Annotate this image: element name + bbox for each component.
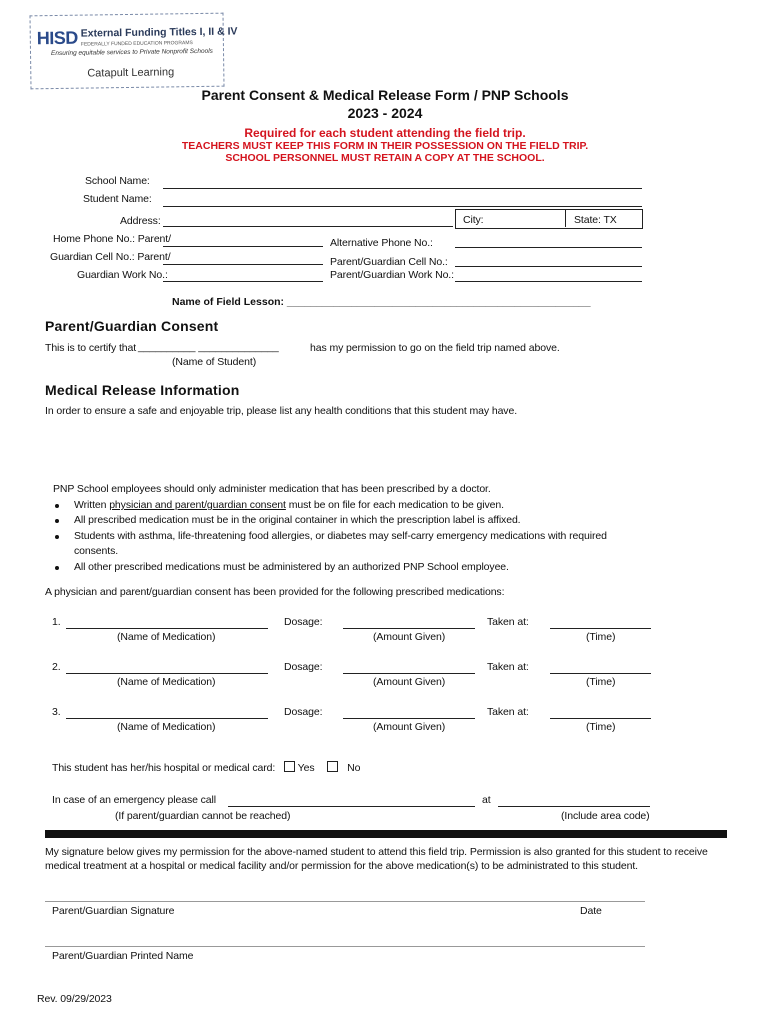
bullet-dot <box>55 566 59 570</box>
school-name-label: School Name: <box>85 175 150 187</box>
dosage-label: Dosage: <box>284 661 323 673</box>
student-name-label: Student Name: <box>83 193 152 205</box>
bullet-authorized-employee: All other prescribed medications must be administered by an authorized PNP School employee. <box>74 561 509 573</box>
amount-hint: (Amount Given) <box>373 676 446 688</box>
signature-statement-1: My signature below gives my permission for the above-named student to attend this field trip. Permission is also granted for this student to receive <box>45 846 708 858</box>
alt-phone-label: Alternative Phone No.: <box>330 237 433 249</box>
signature-line[interactable] <box>45 901 645 902</box>
emergency-phone-field[interactable] <box>498 806 650 807</box>
guardian-cell-label: Guardian Cell No.: Parent/ <box>50 251 171 263</box>
signature-label: Parent/Guardian Signature <box>52 905 175 917</box>
catapult-logo: Catapult Learning <box>87 66 175 80</box>
med-number: 2. <box>52 661 61 673</box>
printed-name-label: Parent/Guardian Printed Name <box>52 950 194 962</box>
taken-time-field[interactable] <box>550 673 651 674</box>
date-label: Date <box>580 905 602 917</box>
dosage-field[interactable] <box>343 718 475 719</box>
student-name-hint: (Name of Student) <box>172 356 257 368</box>
bullet-written-consent: Written physician and parent/guardian consent must be on file for each medication to be given. <box>74 499 504 511</box>
amount-hint: (Amount Given) <box>373 631 446 643</box>
section-divider <box>45 830 727 838</box>
bullet-dot <box>55 504 59 508</box>
hisd-wordmark: HISD <box>36 27 78 49</box>
yes-checkbox[interactable] <box>284 761 295 772</box>
permission-text: has my permission to go on the field trip named above. <box>310 342 560 354</box>
med-name-field[interactable] <box>66 628 268 629</box>
certify-text: This is to certify that <box>45 342 137 354</box>
form-year: 2023 - 2024 <box>347 105 423 121</box>
logo-tagline: External Funding Titles I, II & IV <box>80 25 238 40</box>
logo-subline: FEDERALLY FUNDED EDUCATION PROGRAMS <box>80 40 193 48</box>
med-name-hint: (Name of Medication) <box>117 721 216 733</box>
bullet-original-container: All prescribed medication must be in the original container in which the prescription label is affixed. <box>74 514 521 526</box>
guardian-work-field[interactable] <box>163 281 323 282</box>
taken-at-label: Taken at: <box>487 616 529 628</box>
address-label: Address: <box>120 215 161 227</box>
time-hint: (Time) <box>586 631 616 643</box>
printed-name-line[interactable] <box>45 946 645 947</box>
med-name-hint: (Name of Medication) <box>117 676 216 688</box>
school-name-field[interactable] <box>163 188 642 189</box>
dosage-field[interactable] <box>343 673 475 674</box>
pg-cell-label: Parent/Guardian Cell No.: <box>330 256 448 268</box>
dosage-field[interactable] <box>343 628 475 629</box>
medical-card-row <box>52 761 360 774</box>
bullet-dot <box>55 519 59 523</box>
city-state-divider <box>565 209 566 227</box>
area-code-hint: (Include area code) <box>561 810 650 822</box>
medical-heading: Medical Release Information <box>45 382 240 398</box>
guardian-work-label: Guardian Work No.: <box>77 269 168 281</box>
med-name-field[interactable] <box>66 718 268 719</box>
taken-at-label: Taken at: <box>487 706 529 718</box>
time-hint: (Time) <box>586 676 616 688</box>
form-title: Parent Consent & Medical Release Form / PNP Schools <box>201 87 569 103</box>
taken-time-field[interactable] <box>550 718 651 719</box>
yes-label: Yes <box>297 762 315 774</box>
no-label: No <box>347 762 361 774</box>
home-phone-field[interactable] <box>163 246 323 247</box>
dosage-label: Dosage: <box>284 706 323 718</box>
student-name-field[interactable] <box>163 206 642 207</box>
pg-work-label: Parent/Guardian Work No.: <box>330 269 454 281</box>
time-hint: (Time) <box>586 721 616 733</box>
bullet-dot <box>55 535 59 539</box>
pg-work-field[interactable] <box>455 281 642 282</box>
emergency-contact-field[interactable] <box>228 806 475 807</box>
med-name-field[interactable] <box>66 673 268 674</box>
logo-mission: Ensuring equitable services to Private Nonprofit Schools <box>50 47 213 58</box>
pg-cell-field[interactable] <box>455 266 642 267</box>
student-name-blank[interactable]: __________ ______________ <box>138 341 279 353</box>
pnp-note: PNP School employees should only administer medication that has been prescribed by a doctor. <box>53 483 491 495</box>
dosage-label: Dosage: <box>284 616 323 628</box>
med-number: 1. <box>52 616 61 628</box>
emergency-who-hint: (If parent/guardian cannot be reached) <box>115 810 291 822</box>
alt-phone-field[interactable] <box>455 247 642 248</box>
taken-time-field[interactable] <box>550 628 651 629</box>
med-name-hint: (Name of Medication) <box>117 631 216 643</box>
revision-date: Rev. 09/29/2023 <box>37 993 112 1005</box>
consent-heading: Parent/Guardian Consent <box>45 318 219 334</box>
state-label[interactable]: State: TX <box>574 214 617 226</box>
hisd-logo <box>29 13 238 90</box>
city-label[interactable]: City: <box>463 214 484 226</box>
no-checkbox[interactable] <box>327 761 338 772</box>
required-note: Required for each student attending the field trip. <box>244 126 526 140</box>
bullet-self-carry-cont: consents. <box>74 545 119 557</box>
emergency-at: at <box>482 794 491 806</box>
field-lesson-line[interactable]: Name of Field Lesson: ____________________________________________________ <box>172 296 591 308</box>
emergency-label: In case of an emergency please call <box>52 794 217 806</box>
guardian-cell-field[interactable] <box>163 264 323 265</box>
address-field[interactable] <box>163 226 453 227</box>
retain-warning: SCHOOL PERSONNEL MUST RETAIN A COPY AT THE SCHOOL. <box>225 152 545 164</box>
medications-provided: A physician and parent/guardian consent has been provided for the following prescribed medications: <box>45 586 505 598</box>
home-phone-label: Home Phone No.: Parent/ <box>53 233 171 245</box>
med-number: 3. <box>52 706 61 718</box>
medical-intro: In order to ensure a safe and enjoyable trip, please list any health conditions that this student may have. <box>45 405 518 417</box>
teacher-warning: TEACHERS MUST KEEP THIS FORM IN THEIR POSSESSION ON THE FIELD TRIP. <box>181 140 589 152</box>
medical-card-question: This student has her/his hospital or medical card: <box>52 762 276 774</box>
taken-at-label: Taken at: <box>487 661 529 673</box>
amount-hint: (Amount Given) <box>373 721 446 733</box>
bullet-self-carry: Students with asthma, life-threatening food allergies, or diabetes may self-carry emergency medications with required <box>74 530 607 542</box>
signature-statement-2: medical treatment at a hospital or medical facility and/or permission for the above medication(s) to be administrated to this student. <box>45 860 638 872</box>
